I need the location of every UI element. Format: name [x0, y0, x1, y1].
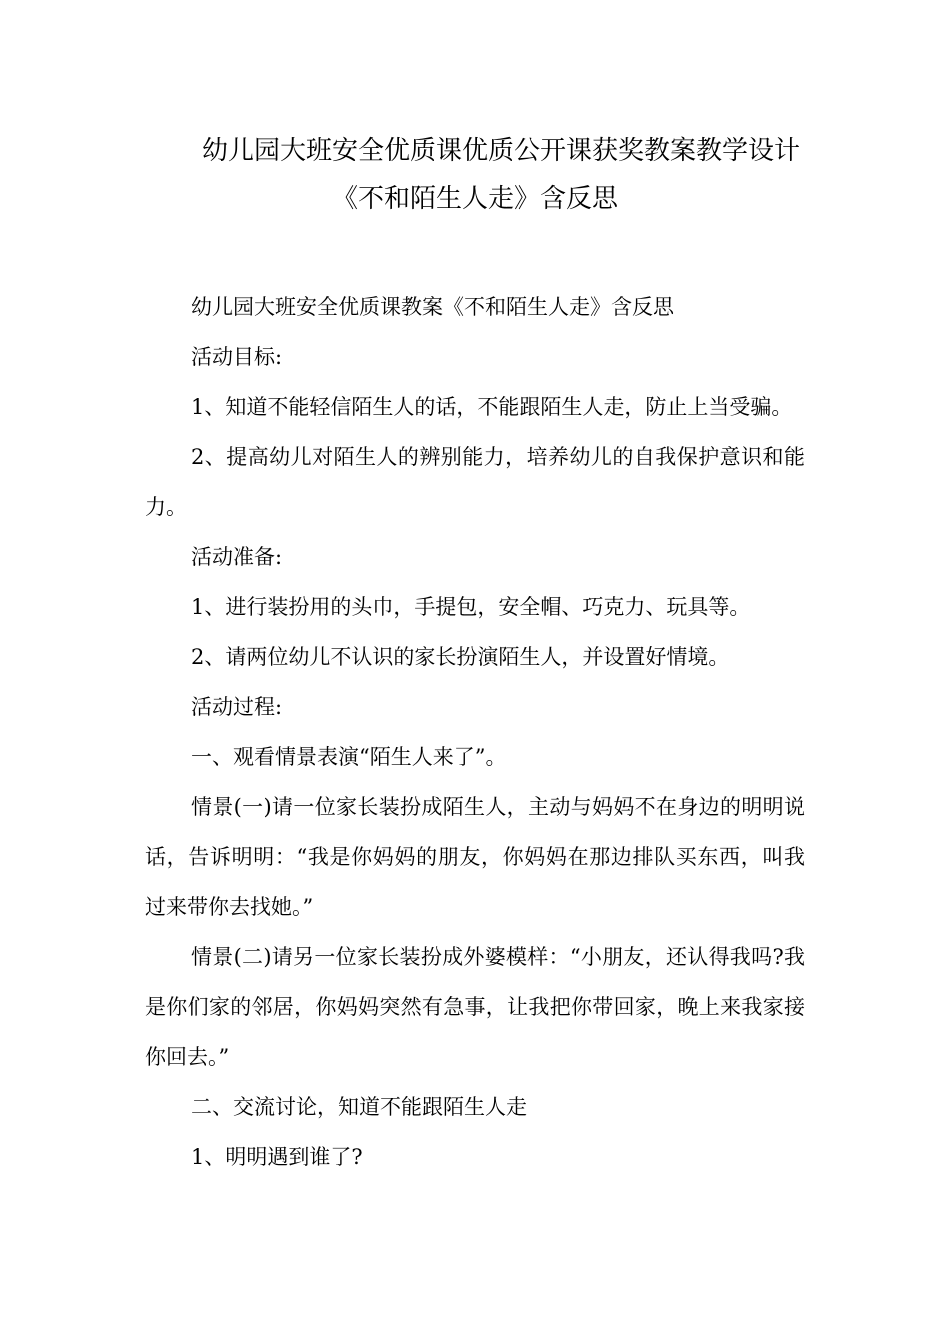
document-title-line-2: 《不和陌生人走》含反思	[331, 184, 618, 214]
section-heading-process: 活动过程:	[191, 695, 283, 719]
document-body	[145, 282, 805, 1182]
goal-item-2: 2、提高幼儿对陌生人的辨别能力，培养幼儿的自我保护意识和能力。	[145, 445, 805, 519]
scenario-2: 情景(二)请另一位家长装扮成外婆模样：“小朋友，还认得我吗?我是你们家的邻居，你妈妈突然有急事，让我把你带回家，晚上来我家接你回去。”	[145, 945, 805, 1069]
discussion-question-1: 1、明明遇到谁了?	[191, 1145, 363, 1169]
preparation-item-2: 2、请两位幼儿不认识的家长扮演陌生人，并设置好情境。	[191, 645, 730, 669]
process-step-2: 二、交流讨论，知道不能跟陌生人走	[191, 1095, 527, 1119]
preparation-item-1: 1、进行装扮用的头巾，手提包，安全帽、巧克力、玩具等。	[191, 595, 751, 619]
scenario-1: 情景(一)请一位家长装扮成陌生人，主动与妈妈不在身边的明明说话，告诉明明：“我是你妈妈的朋友，你妈妈在那边排队买东西，叫我过来带你去找她。”	[145, 795, 805, 919]
goal-item-1: 1、知道不能轻信陌生人的话，不能跟陌生人走，防止上当受骗。	[191, 395, 793, 419]
section-heading-goals: 活动目标:	[191, 345, 283, 369]
process-step-1: 一、观看情景表演“陌生人来了”。	[191, 745, 507, 769]
section-heading-preparation: 活动准备:	[191, 545, 283, 569]
lesson-heading: 幼儿园大班安全优质课教案《不和陌生人走》含反思	[191, 295, 674, 319]
document-title-line-1: 幼儿园大班安全优质课优质公开课获奖教案教学设计	[201, 136, 800, 166]
